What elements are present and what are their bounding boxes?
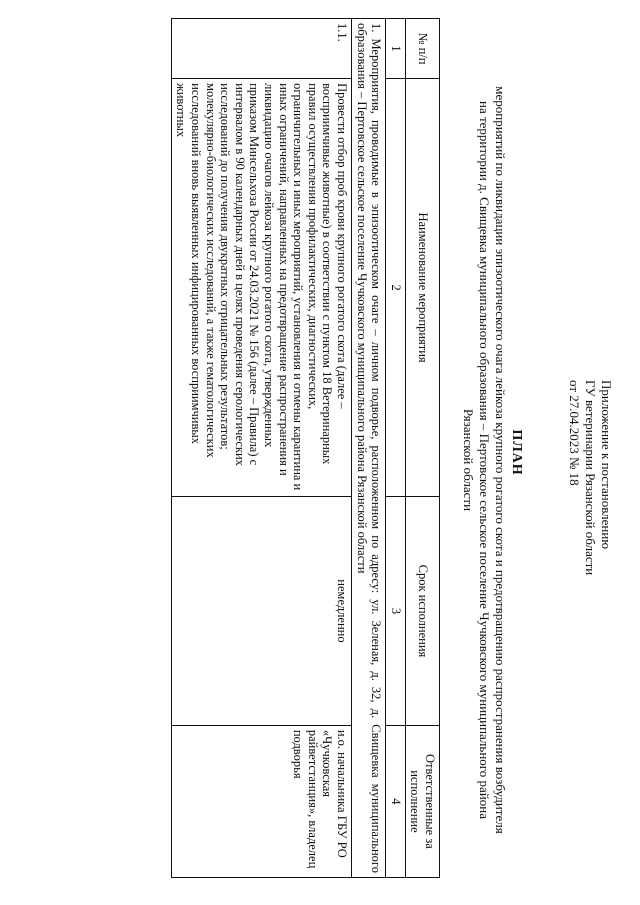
row-name: Провести отбор проб крови крупного рогатого скота (далее – восприимчивые животные) в соответствии с пунктом 18 Ветеринарных правил осуществления профилактических, диагностических, ограничительных и иных мероприятий, установления и отмены карантина и иных ограничений, направленных на предотвращение распространения и ликвидацию очагов лейкоза крупного рогатого скота, утвержденных приказом Минсельхоза России от 24.03.2021 № 156 (далее – Правила) с интервалом в 90 календарных дней в целях проведения серологических исследований до получения двукратных отрицательных результатов; молекулярно-биологических исследований, а также гематологических исследований вновь выявленных инфицированных восприимчивых животных — [171, 79, 351, 497]
appendix-line-3: от 27.04.2023 № 18 — [567, 380, 582, 486]
row-term: немедленно — [171, 497, 351, 726]
section-1-text: 1. Мероприятия, проводимые в эпизоотическом очаге – личном подворье, расположенном по адресу: ул. Зеленая, д. 32, д. Свищевка муниципального образования – Пертовское сельское поселение Чучковского муниципального района Рязанской области — [352, 19, 386, 878]
header-num: № п/п — [405, 19, 439, 79]
table-row — [171, 19, 351, 878]
column-number-row — [386, 19, 406, 878]
appendix-block — [566, 380, 614, 680]
row-num: 1.1. — [171, 19, 351, 79]
row-resp: и.о. начальника ГБУ РО «Чучковская райветстанция», владелец подворья — [171, 725, 351, 877]
appendix-line-1: Приложение к постановлению — [599, 380, 614, 550]
plan-subtitle: мероприятий по ликвидации эпизоотического очага лейкоза крупного рогатого скота и предотвращению распространения возбудителя на территории д. Свищевка муниципального образования – Пертовское сельское поселение Чучковского муниципального района Рязанской области — [461, 86, 508, 834]
plan-table — [171, 18, 440, 878]
col-number-3: 3 — [386, 497, 406, 726]
plan-title: ПЛАН — [509, 429, 524, 476]
col-number-4: 4 — [386, 725, 406, 877]
header-name: Наименование мероприятия — [405, 79, 439, 497]
col-number-2: 2 — [386, 79, 406, 497]
col-number-1: 1 — [386, 19, 406, 79]
header-term: Срок исполнения — [405, 497, 439, 726]
section-row — [352, 19, 386, 878]
table-header-row — [405, 19, 439, 878]
header-resp: Ответственные за исполнение — [405, 725, 439, 877]
appendix-line-2: ГУ ветеринарии Рязанской области — [583, 380, 598, 576]
